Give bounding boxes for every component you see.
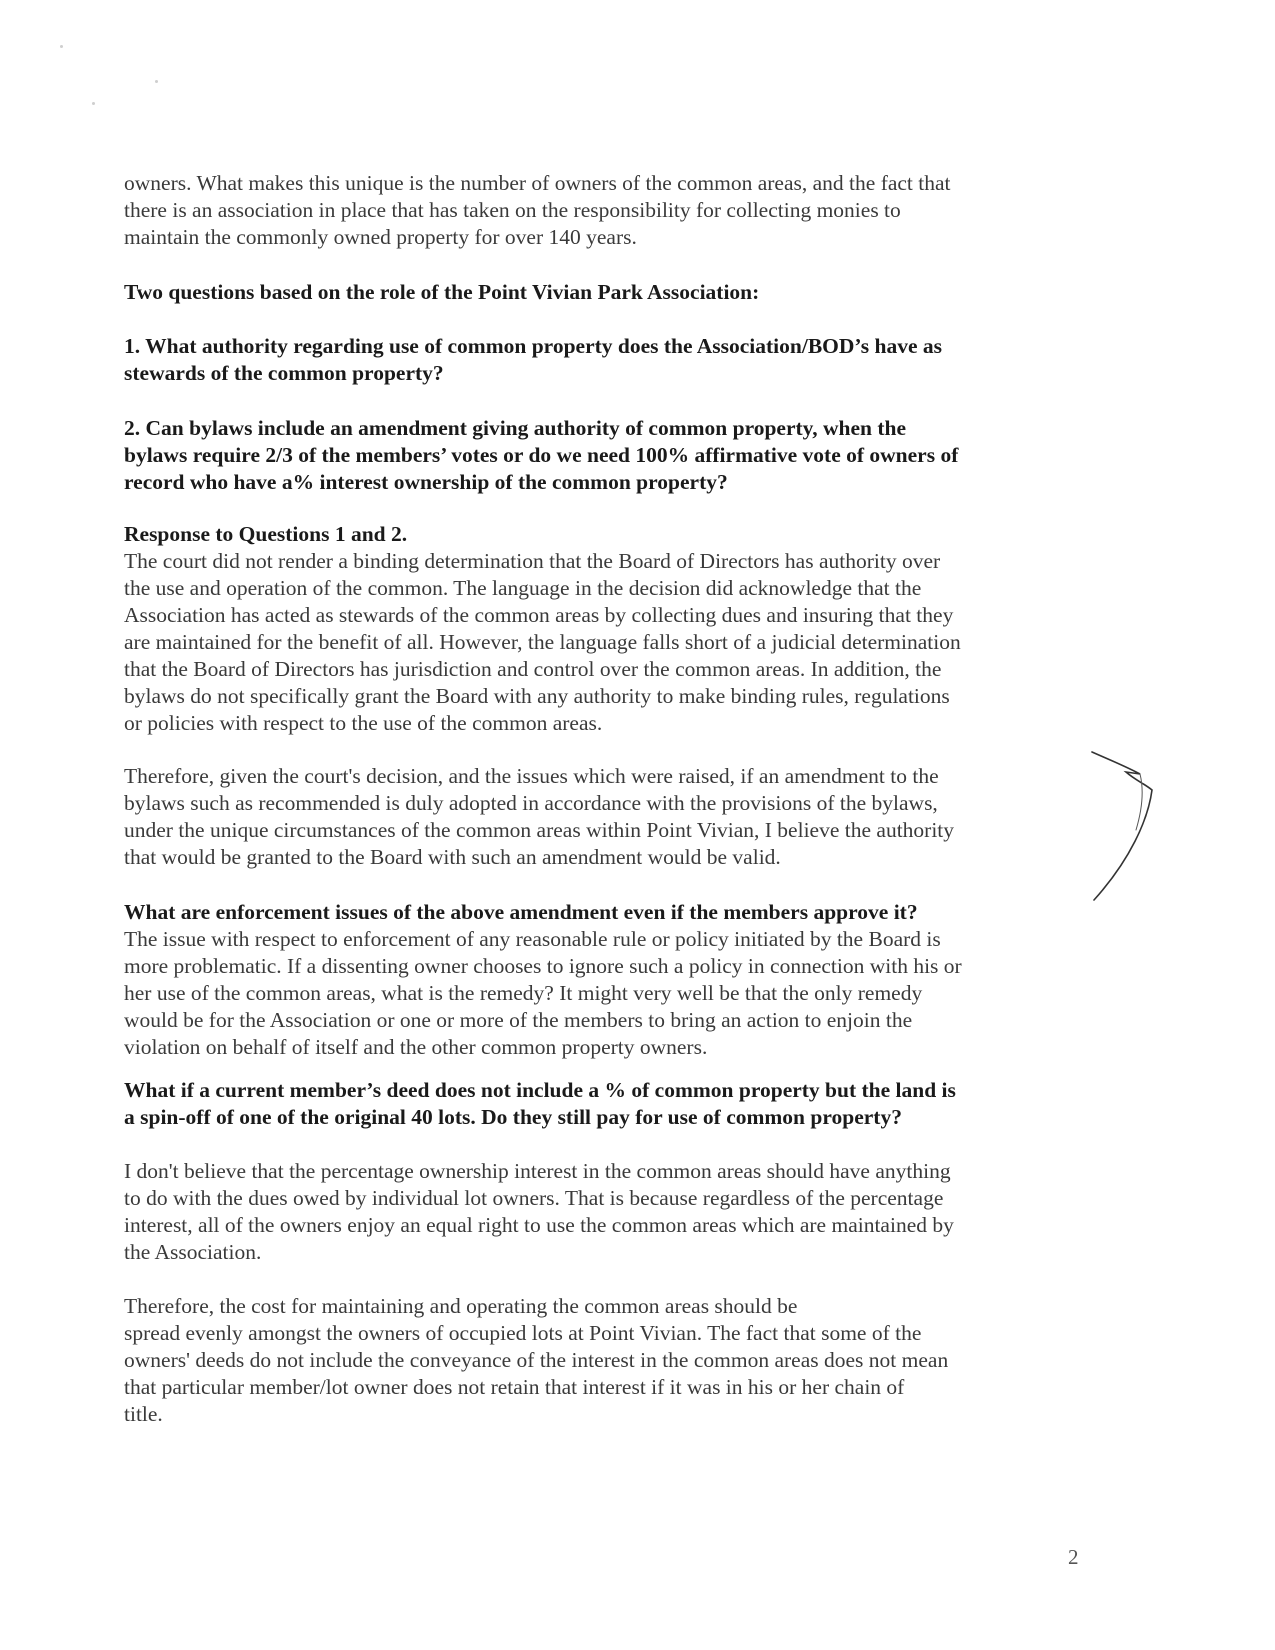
paragraph-therefore-2 [124, 1293, 1074, 1428]
text-line: Association has acted as stewards of the common areas by collecting dues and insuring that they [124, 603, 954, 627]
text-line: Response to Questions 1 and 2. [124, 522, 408, 546]
text-line: 1. What authority regarding use of common property does the Association/BOD’s have as [124, 334, 943, 358]
text-line: record who have a% interest ownership of the common property? [124, 470, 728, 494]
paragraph-therefore-1 [124, 763, 1074, 871]
text-line: there is an association in place that has taken on the responsibility for collecting monies to [124, 198, 901, 222]
heading-two-questions [124, 279, 1074, 306]
text-line: I don't believe that the percentage ownership interest in the common areas should have anything [124, 1159, 951, 1183]
text-line: are maintained for the benefit of all. However, the language falls short of a judicial determination [124, 630, 961, 654]
text-line: that the Board of Directors has jurisdiction and control over the common areas. In addition, the [124, 657, 942, 681]
text-line: Two questions based on the role of the Point Vivian Park Association: [124, 280, 760, 304]
handwritten-bracket-mark [1090, 750, 1170, 910]
scan-speck [92, 102, 95, 105]
question-2 [124, 415, 1074, 496]
paragraph-deed-answer [124, 1158, 1074, 1266]
text-line: a spin-off of one of the original 40 lots. Do they still pay for use of common property? [124, 1105, 902, 1129]
question-deed [124, 1077, 1074, 1131]
scan-speck [155, 80, 158, 83]
page-number: 2 [1068, 1545, 1079, 1569]
text-line: would be for the Association or one or more of the members to bring an action to enjoin the [124, 1008, 913, 1032]
text-line: that particular member/lot owner does not retain that interest if it was in his or her chain of [124, 1375, 905, 1399]
text-line: under the unique circumstances of the common areas within Point Vivian, I believe the authority [124, 818, 955, 842]
text-line: maintain the commonly owned property for over 140 years. [124, 225, 637, 249]
text-line: the use and operation of the common. The language in the decision did acknowledge that the [124, 576, 922, 600]
text-line: violation on behalf of itself and the other common property owners. [124, 1035, 708, 1059]
text-line: spread evenly amongst the owners of occupied lots at Point Vivian. The fact that some of the [124, 1321, 922, 1345]
text-line: 2. Can bylaws include an amendment giving authority of common property, when the [124, 416, 907, 440]
text-line: more problematic. If a dissenting owner chooses to ignore such a policy in connection with his or [124, 954, 962, 978]
text-line: Therefore, given the court's decision, and the issues which were raised, if an amendment to the [124, 764, 939, 788]
text-line: stewards of the common property? [124, 361, 444, 385]
text-line: interest, all of the owners enjoy an equal right to use the common areas which are maintained by [124, 1213, 954, 1237]
text-line: her use of the common areas, what is the remedy? It might very well be that the only remedy [124, 981, 923, 1005]
text-line: bylaws require 2/3 of the members’ votes or do we need 100% affirmative vote of owners of [124, 443, 959, 467]
paragraph-enforcement-body [124, 926, 1074, 1061]
text-line: owners. What makes this unique is the number of owners of the common areas, and the fact that [124, 171, 951, 195]
text-line: owners' deeds do not include the conveyance of the interest in the common areas does not mean [124, 1348, 949, 1372]
text-line: bylaws do not specifically grant the Board with any authority to make binding rules, regulations [124, 684, 950, 708]
text-line: What are enforcement issues of the above amendment even if the members approve it? [124, 900, 918, 924]
text-line: title. [124, 1402, 163, 1426]
question-1 [124, 333, 1074, 387]
paragraph-intro [124, 170, 1074, 251]
heading-response [124, 521, 1074, 548]
text-line: or policies with respect to the use of the common areas. [124, 711, 603, 735]
text-line: to do with the dues owed by individual lot owners. That is because regardless of the percentage [124, 1186, 944, 1210]
text-line: What if a current member’s deed does not include a % of common property but the land is [124, 1078, 956, 1102]
text-line: that would be granted to the Board with such an amendment would be valid. [124, 845, 781, 869]
text-line: The issue with respect to enforcement of any reasonable rule or policy initiated by the Board is [124, 927, 941, 951]
paragraph-response-body [124, 548, 1074, 737]
heading-enforcement [124, 899, 1074, 926]
text-line: bylaws such as recommended is duly adopted in accordance with the provisions of the bylaws, [124, 791, 938, 815]
text-line: Therefore, the cost for maintaining and operating the common areas should be [124, 1294, 798, 1318]
text-line: the Association. [124, 1240, 262, 1264]
text-line: The court did not render a binding determination that the Board of Directors has authority over [124, 549, 941, 573]
scan-speck [60, 45, 63, 48]
